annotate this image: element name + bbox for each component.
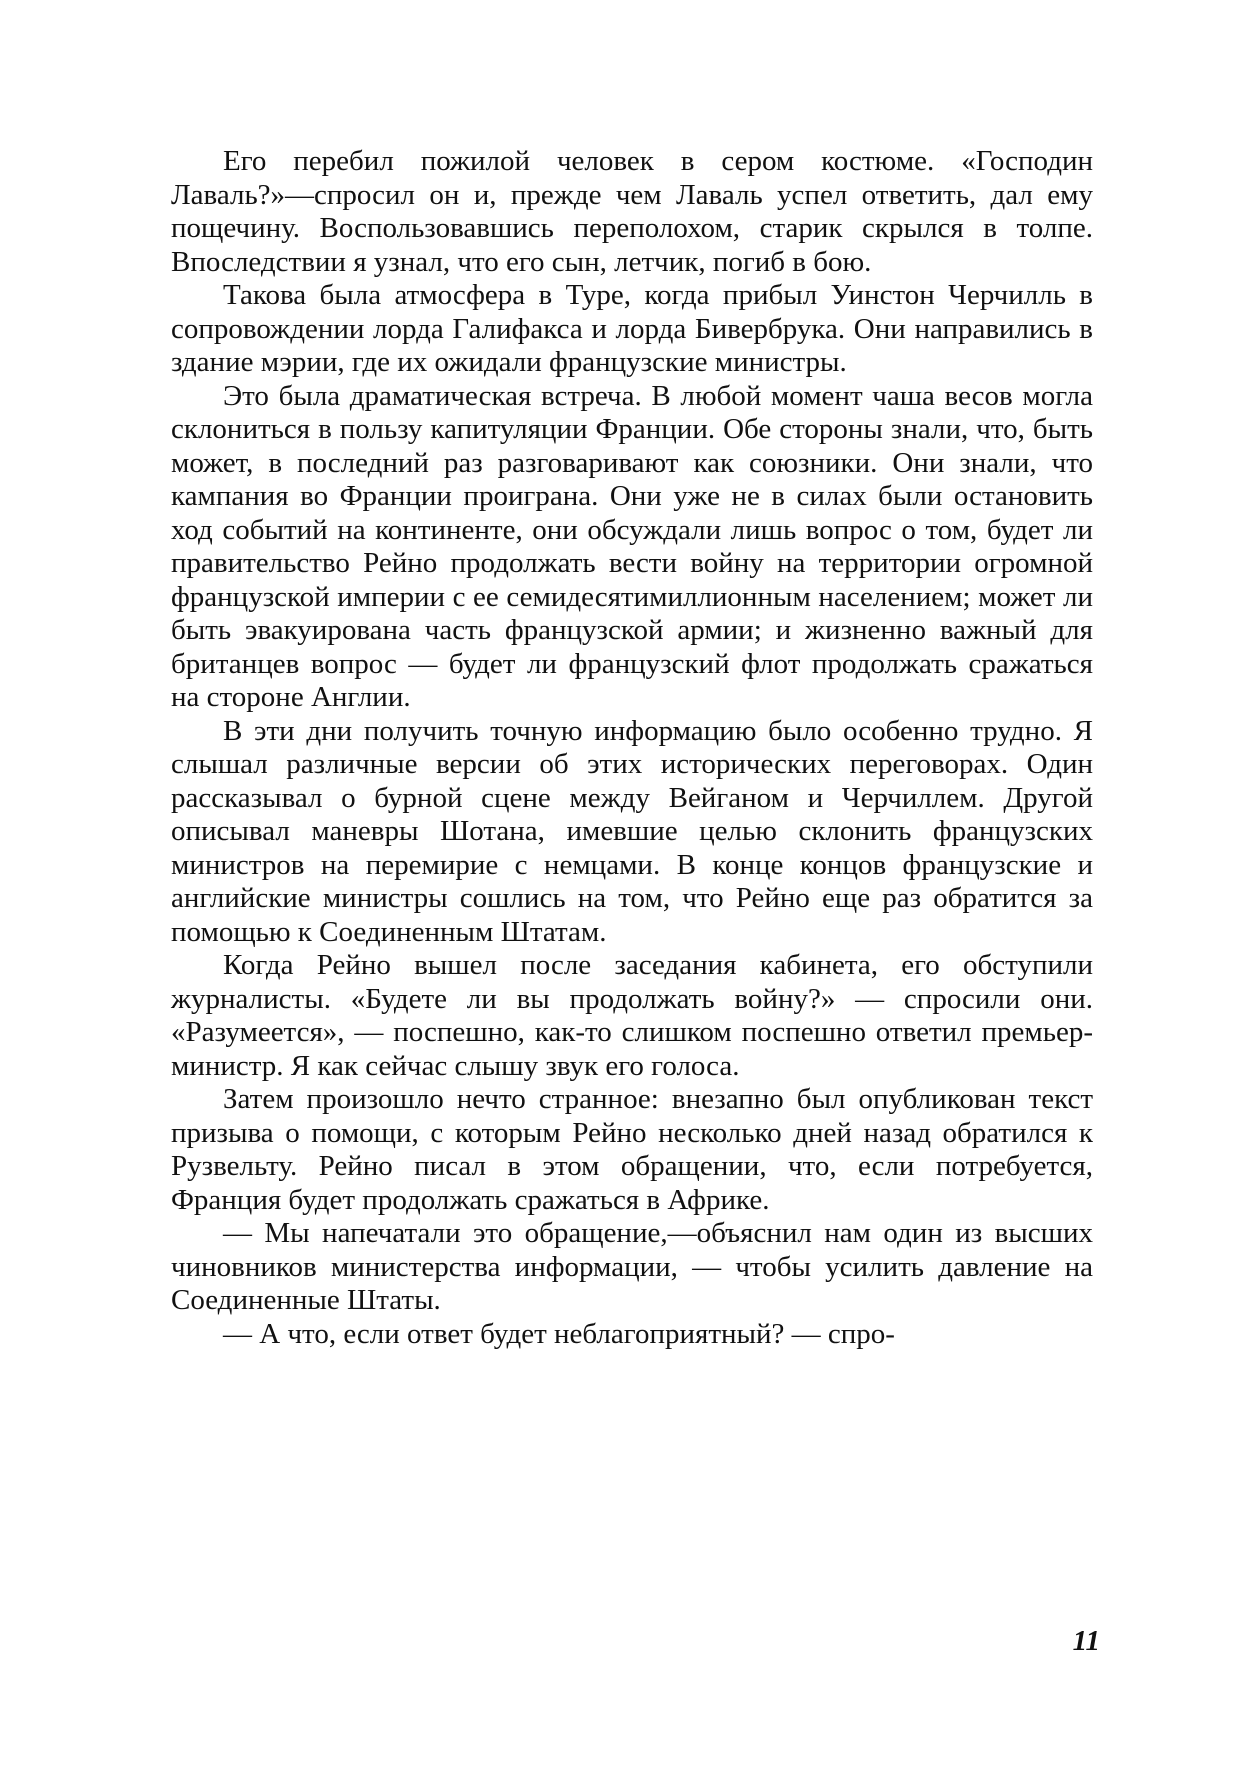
- paragraph-3: Это была драматическая встреча. В любой момент чаша весов могла склониться в пользу капитуляции Франции. Обе стороны знали, что, быть может, в последний раз разговаривают как союзники. Они знали, что кампания во Франции проиграна. Они уже не в силах были остановить ход событий на континенте, они обсуждали лишь вопрос о том, будет ли правительство Рейно продолжать вести войну на территории огромной французской империи с ее семидесятимиллионным населением; может ли быть эвакуирована часть французской армии; и жизненно важный для британцев вопрос — будет ли французский флот продолжать сражаться на стороне Англии.: [171, 379, 1093, 713]
- page-number: 11: [1072, 1625, 1100, 1657]
- paragraph-4: В эти дни получить точную информацию было особенно трудно. Я слышал различные версии об этих исторических переговорах. Один рассказывал о бурной сцене между Вейганом и Черчиллем. Другой описывал маневры Шотана, имевшие целью склонить французских министров на перемирие с немцами. В конце концов французские и английские министры сошлись на том, что Рейно еще раз обратится за помощью к Соединенным Штатам.: [171, 714, 1093, 948]
- paragraph-7: — Мы напечатали это обращение,—объяснил нам один из высших чиновников министерства информации, — чтобы усилить давление на Соединенные Штаты.: [171, 1217, 1093, 1316]
- paragraph-1: Его перебил пожилой человек в сером костюме. «Господин Лаваль?»—спросил он и, прежде чем Лаваль успел ответить, дал ему пощечину. Воспользовавшись переполохом, старик скрылся в толпе. Впоследствии я узнал, что его сын, летчик, погиб в бою.: [171, 145, 1093, 278]
- paragraph-2: Такова была атмосфера в Туре, когда прибыл Уинстон Черчилль в сопровождении лорда Галифакса и лорда Бивербрука. Они направились в здание мэрии, где их ожидали французские министры.: [171, 279, 1093, 378]
- paragraph-8: — А что, если ответ будет неблагоприятный? — спро-: [223, 1317, 895, 1350]
- body-text: [171, 145, 1093, 1351]
- paragraph-5: Когда Рейно вышел после заседания кабинета, его обступили журналисты. «Будете ли вы продолжать войну?» — спросили они. «Разумеется», — поспешно, как-то слишком поспешно ответил премьер-министр. Я как сейчас слышу звук его голоса.: [171, 949, 1093, 1082]
- paragraph-6: Затем произошло нечто странное: внезапно был опубликован текст призыва о помощи, с которым Рейно несколько дней назад обратился к Рузвельту. Рейно писал в этом обращении, что, если потребуется, Франция будет продолжать сражаться в Африке.: [171, 1083, 1093, 1216]
